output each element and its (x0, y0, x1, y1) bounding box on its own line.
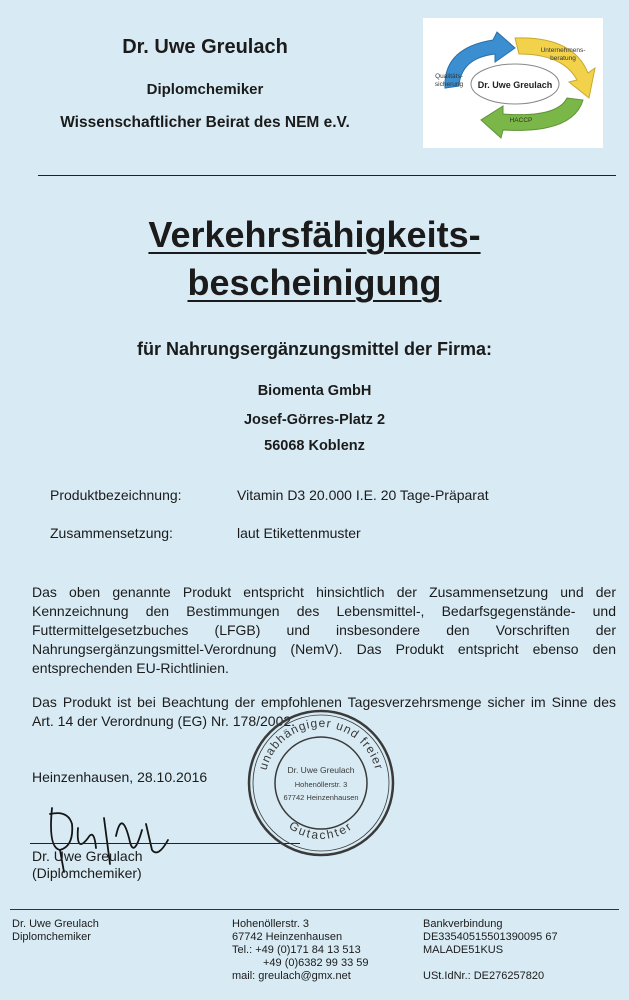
stamp-street: Hohenöllerstr. 3 (294, 780, 348, 789)
subtitle: für Nahrungsergänzungsmittel der Firma: (136, 339, 493, 359)
footer-phone-1: Tel.: +49 (0)171 84 13 513 (232, 944, 361, 956)
expert-stamp (245, 707, 397, 859)
logo-left-1: Qualitäts- (435, 73, 463, 80)
logo-top-right-1: Unternehmens- (540, 47, 586, 54)
logo-cycle-icon (423, 18, 603, 148)
svg-text:Gutachter (286, 818, 355, 842)
header-divider (38, 175, 616, 176)
footer-title: Diplomchemiker (12, 931, 91, 943)
footer-iban: DE33540515501390095 67 (423, 931, 558, 943)
signatory-title: (Diplomchemiker) (32, 865, 142, 881)
signatory-name: Dr. Uwe Greulach (32, 848, 143, 864)
footer-column-bank (423, 918, 623, 988)
company-name: Biomenta GmbH (257, 383, 372, 399)
footer-vat-id: USt.IdNr.: DE276257820 (423, 970, 545, 982)
footer-divider (10, 909, 619, 910)
product-label: Produktbezeichnung: (50, 487, 182, 503)
logo-left-2: sicherung (434, 81, 464, 88)
company-city: 56068 Koblenz (264, 438, 365, 454)
footer-column-contact (232, 918, 369, 983)
footer-bic: MALADE51KUS (423, 944, 504, 956)
header-name: Dr. Uwe Greulach (122, 36, 288, 58)
footer-street: Hohenöllerstr. 3 (232, 918, 310, 930)
composition-label: Zusammensetzung: (50, 525, 173, 541)
conformity-paragraph: Das oben genannte Produkt entspricht hinsichtlich der Zusammensetzung und der Kennzeichnung den Bestimmungen des Lebensmittel-, Bedarfsgegenstände- und Futtermittelgesetzbuches (LFGB) und insbesondere den Vorschriften der Nahrungsergänzungsmittel-Verordnung (NemV). Das Produkt entspricht ebenso den entsprechenden EU-Richtlinien. (32, 584, 616, 676)
svg-text:unabhängiger und freier (256, 716, 387, 772)
stamp-city: 67742 Heinzenhausen (283, 793, 359, 802)
product-value: Vitamin D3 20.000 I.E. 20 Tage-Präparat (237, 487, 489, 503)
title-line-1: Verkehrsfähigkeits- (148, 214, 481, 255)
stamp-name: Dr. Uwe Greulach (287, 765, 355, 775)
company-street: Josef-Görres-Platz 2 (243, 412, 386, 428)
footer-name: Dr. Uwe Greulach (12, 918, 99, 930)
title-line-2: bescheinigung (187, 262, 442, 303)
logo-center-text: Dr. Uwe Greulach (477, 80, 553, 90)
stamp-top-arc: unabhängiger und freier (255, 715, 387, 772)
footer-column-name (12, 918, 99, 944)
header-role: Diplomchemiker (146, 81, 264, 98)
place-date: Heinzenhausen, 28.10.2016 (32, 769, 208, 785)
stamp-bottom-arc: Gutachter (286, 818, 356, 843)
footer-email: mail: greulach@gmx.net (232, 970, 351, 982)
logo-bottom: HACCP (509, 117, 533, 124)
footer-city: 67742 Heinzenhausen (232, 931, 343, 943)
footer-phone-2: +49 (0)6382 99 33 59 (263, 957, 369, 969)
composition-value: laut Etikettenmuster (237, 525, 361, 541)
safety-paragraph: Das Produkt ist bei Beachtung der empfohlenen Tagesverzehrsmenge sicher im Sinne des Art. 14 der Verordnung (EG) Nr. 178/2002. (32, 694, 616, 729)
header-board: Wissenschaftlicher Beirat des NEM e.V. (60, 114, 350, 131)
logo-top-right-2: beratung (550, 55, 576, 62)
footer-bank-heading: Bankverbindung (423, 918, 503, 930)
company-logo (423, 18, 603, 148)
